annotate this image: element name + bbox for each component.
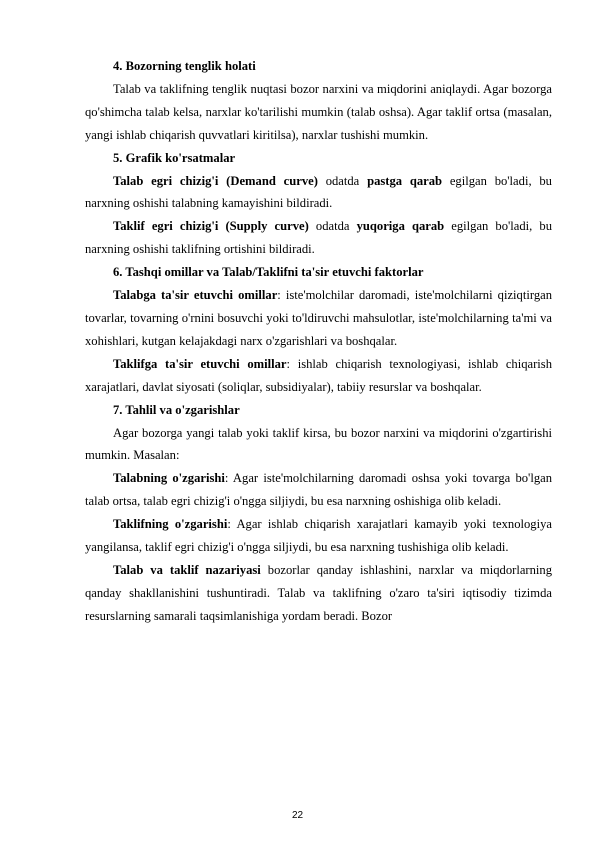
demand-curve-mid: odatda (317, 173, 368, 188)
demand-curve-direction: pastga qarab (367, 173, 443, 188)
paragraph-theory (85, 559, 552, 628)
theory-term: Talab va taklif nazariyasi (113, 562, 261, 577)
theory-text: bozorlar qanday ishlashini, narxlar va miqdorlarning qanday shakllanishini tushuntiradi. Talab va taklifning o'zaro ta'siri iqtisodiy tizimda resurslarning samarali taqsimlanishiga yordam beradi. Bozor (85, 562, 552, 623)
supply-change-text: : Agar ishlab chiqarish xarajatlari kamayib yoki texnologiya yangilansa, taklif egri chizig'i o'ngga siljiydi, bu esa narxning tushishiga olib keladi. (85, 517, 552, 555)
supply-factors-term: Taklifga ta'sir etuvchi omillar (113, 356, 287, 371)
paragraph-demand-factors (85, 284, 552, 353)
supply-change-term: Taklifning o'zgarishi (113, 517, 228, 532)
supply-curve-direction: yuqoriga qarab (356, 219, 445, 234)
page-number: 22 (291, 810, 304, 821)
paragraph-analysis-intro: Agar bozorga yangi talab yoki taklif kirsa, bu bozor narxini va miqdorini o'zgartirishi mumkin. Masalan: (85, 425, 552, 463)
demand-factors-term: Talabga ta'sir etuvchi omillar (113, 288, 278, 303)
supply-curve-mid: odatda (308, 219, 357, 234)
paragraph-supply-curve (85, 215, 552, 261)
paragraph-demand-change (85, 467, 552, 513)
paragraph-supply-change (85, 513, 552, 559)
supply-curve-text: egilgan bo'ladi, bu narxning oshishi taklifning ortishini bildiradi. (85, 219, 553, 257)
demand-curve-text: egilgan bo'ladi, bu narxning oshishi talabning kamayishini bildiradi. (85, 173, 552, 211)
paragraph-equilibrium: Talab va taklifning tenglik nuqtasi bozor narxini va miqdorini aniqlaydi. Agar bozorga qo'shimcha talab kelsa, narxlar ko'tarilishi mumkin (talab oshsa). Agar taklif ortsa (masalan, yangi ishlab chiqarish quvvatlari kiritilsa), narxlar tushishi mumkin. (85, 81, 552, 142)
demand-curve-term: Talab egri chizig'i (Demand curve) (113, 173, 318, 188)
supply-curve-term: Taklif egri chizig'i (Supply curve) (113, 219, 309, 234)
supply-factors-text: : ishlab chiqarish texnologiyasi, ishlab chiqarish xarajatlari, davlat siyosati (soliqlar, subsidiyalar), tabiiy resurslar va boshqalar. (85, 356, 552, 394)
paragraph-demand-curve (85, 170, 552, 216)
section-heading-graphs: 5. Grafik ko'rsatmalar (113, 150, 236, 165)
section-heading-equilibrium: 4. Bozorning tenglik holati (113, 59, 256, 73)
section-heading-analysis: 7. Tahlil va o'zgarishlar (113, 402, 240, 417)
document-page (85, 55, 552, 628)
demand-factors-text: : iste'molchilar daromadi, iste'molchilarni qiziqtirgan tovarlar, tovarning o'rnini bosuvchi yoki to'ldiruvchi mahsulotlar, iste'molchilarning ta'mi va xohishlari, kutgan kelajakdagi narx o'zgarishlari va boshqalar. (85, 288, 552, 348)
paragraph-supply-factors (85, 353, 552, 399)
section-heading-factors: 6. Tashqi omillar va Talab/Taklifni ta'sir etuvchi faktorlar (113, 265, 424, 280)
demand-change-text: : Agar iste'molchilarning daromadi oshsa yoki tovarga bo'lgan talab ortsa, talab egri chizig'i o'ngga siljiydi, bu esa narxning oshishiga olib keladi. (85, 471, 552, 509)
demand-change-term: Talabning o'zgarishi (113, 471, 225, 486)
